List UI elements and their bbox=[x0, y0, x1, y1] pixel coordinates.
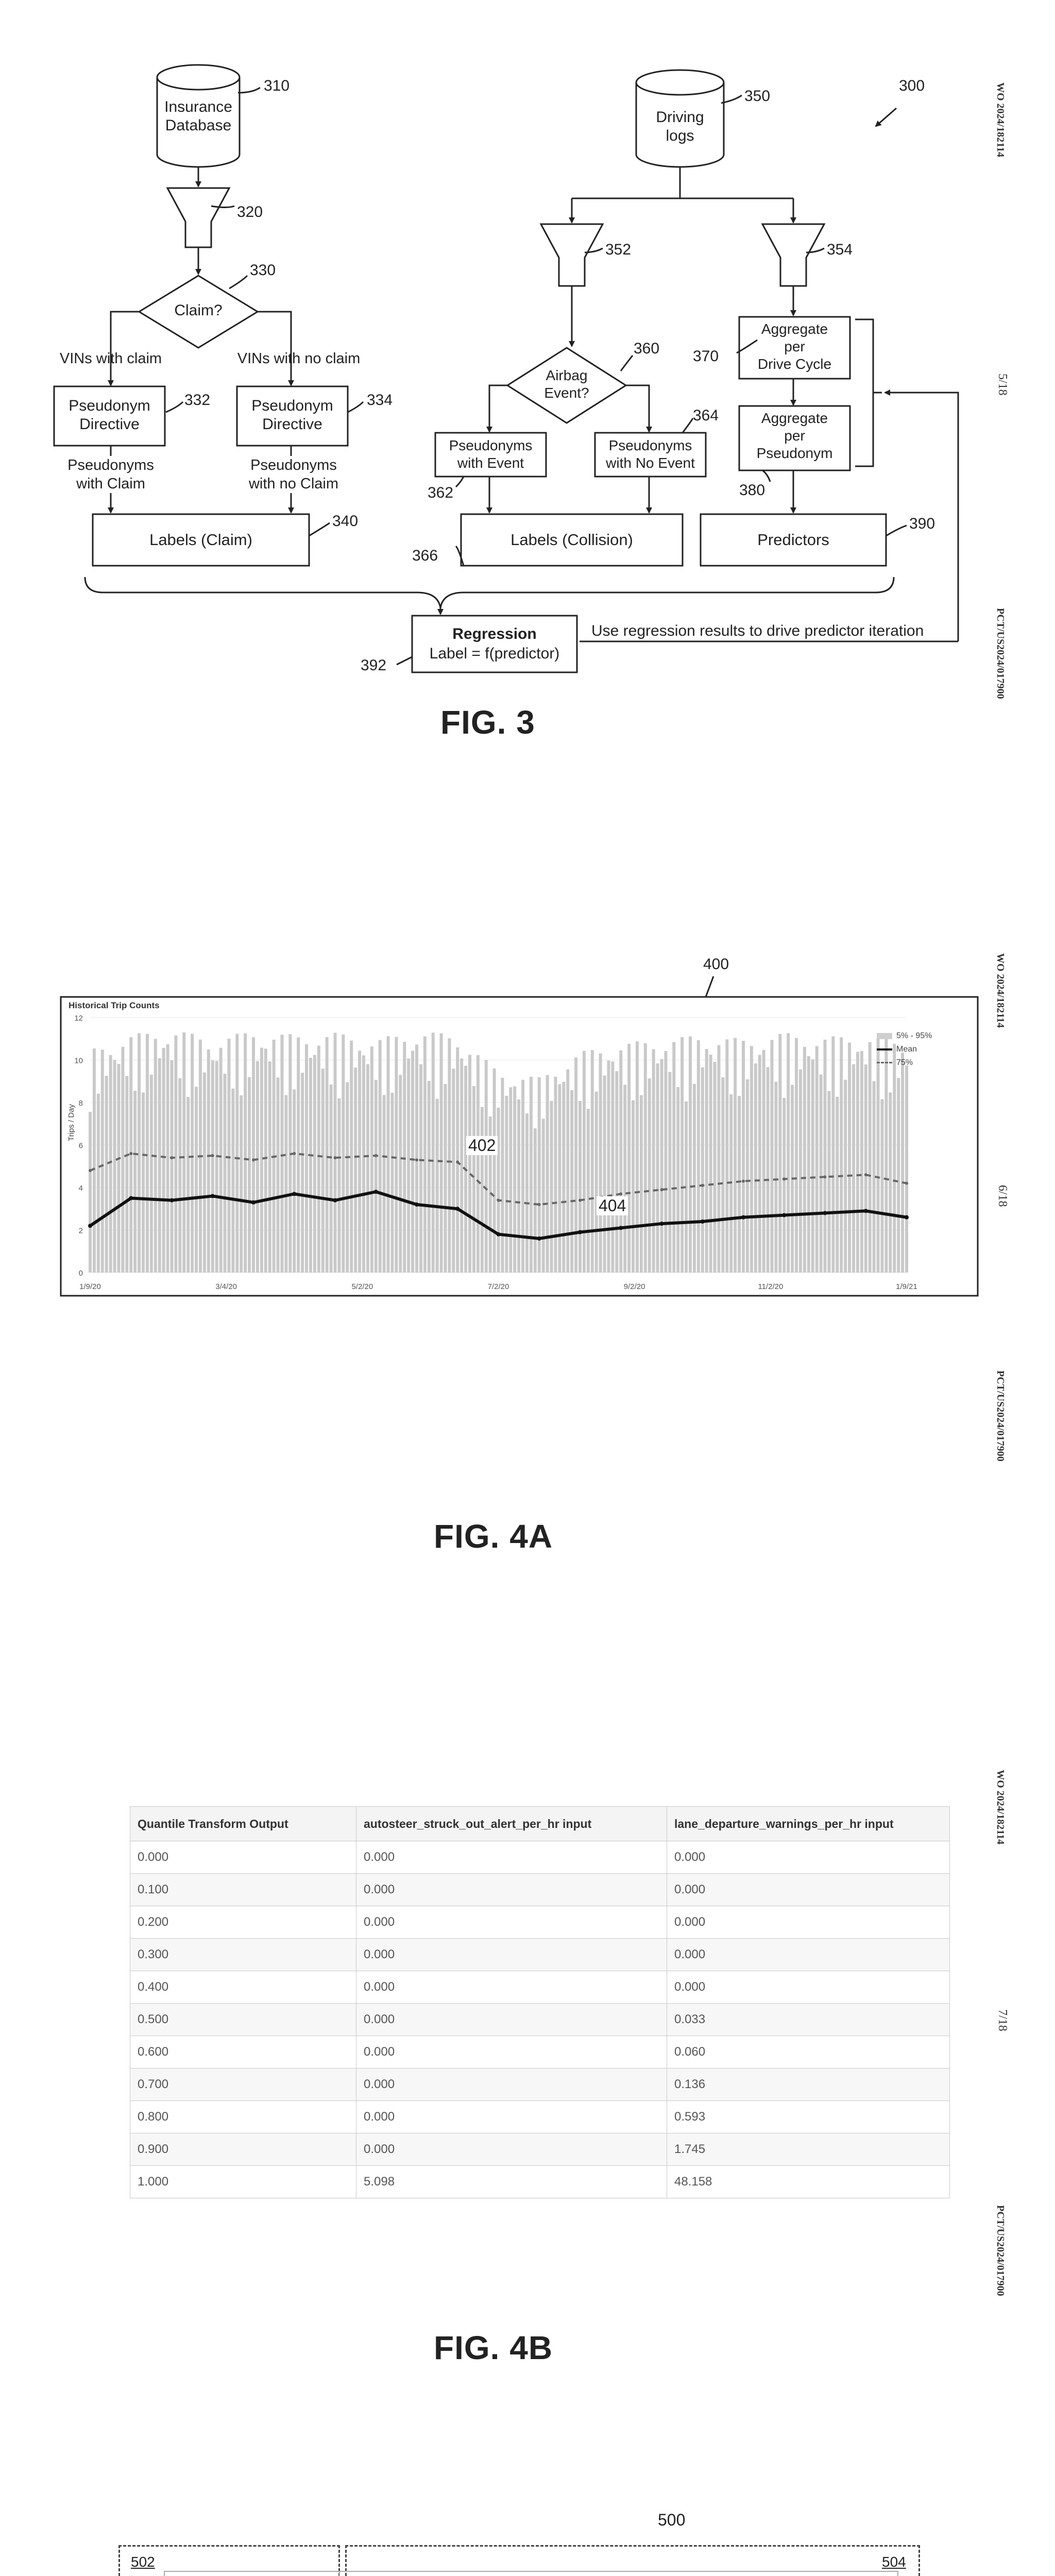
filter-320-icon bbox=[167, 188, 229, 247]
margin-page: 5/18 bbox=[996, 374, 1009, 396]
ref-392: 392 bbox=[361, 657, 387, 674]
table-row bbox=[130, 2166, 950, 2198]
fig4a-chart bbox=[0, 969, 1055, 1309]
ref-362: 362 bbox=[428, 484, 454, 501]
mean-point bbox=[864, 1209, 868, 1213]
agc-line3: Drive Cycle bbox=[757, 356, 832, 372]
margin-pct-number: PCT/US2024/017900 bbox=[995, 1370, 1006, 1462]
fig4a-legend bbox=[877, 1029, 932, 1070]
table-row bbox=[130, 2069, 950, 2101]
p75-point bbox=[293, 1152, 296, 1155]
feature-table bbox=[164, 2571, 898, 2576]
table-cell: 0.000 bbox=[667, 1906, 950, 1939]
table-cell: 0.000 bbox=[667, 1874, 950, 1906]
p75-point bbox=[619, 1192, 622, 1195]
pwc-line1: Pseudonyms bbox=[67, 457, 154, 473]
agc-line1: Aggregate bbox=[761, 321, 828, 337]
fig3-caption: FIG. 3 bbox=[440, 704, 535, 741]
vins-no-claim-label: VINs with no claim bbox=[237, 350, 361, 367]
aggregate-pseudonym-label bbox=[739, 410, 850, 462]
mean-point bbox=[782, 1213, 786, 1217]
p75-point bbox=[538, 1203, 541, 1206]
table-cell: 0.500 bbox=[130, 2004, 356, 2036]
p75-point bbox=[252, 1158, 255, 1161]
aggregate-drive-cycle-label bbox=[739, 320, 850, 373]
table-row bbox=[130, 2004, 950, 2036]
p75-point bbox=[824, 1175, 827, 1178]
table-row bbox=[130, 1906, 950, 1939]
y-tick-label: 8 bbox=[78, 1099, 83, 1108]
x-tick-label: 5/2/20 bbox=[351, 1282, 373, 1291]
table-cell: 0.000 bbox=[356, 1939, 667, 1971]
agc-line2: per bbox=[784, 338, 805, 354]
table-row bbox=[130, 1874, 950, 1906]
table-cell: 0.060 bbox=[667, 2036, 950, 2069]
legend-mean-label: Mean bbox=[896, 1045, 917, 1054]
table-cell: 48.158 bbox=[667, 2166, 950, 2198]
ref-352: 352 bbox=[605, 241, 632, 258]
insurance-db-line1: Insurance bbox=[164, 98, 232, 115]
regression-formula: Label = f(predictor) bbox=[429, 645, 560, 662]
table-row bbox=[130, 1971, 950, 2004]
feature-table-header bbox=[164, 2571, 898, 2576]
table-row bbox=[130, 2101, 950, 2133]
mean-point bbox=[251, 1200, 256, 1205]
x-tick-label: 9/2/20 bbox=[623, 1282, 645, 1291]
mean-point bbox=[578, 1230, 582, 1234]
x-tick-label: 3/4/20 bbox=[215, 1282, 237, 1291]
mean-point bbox=[905, 1215, 909, 1219]
ref-402: 402 bbox=[466, 1136, 498, 1155]
legend-p75-swatch bbox=[877, 1062, 892, 1063]
ft-header-formula bbox=[339, 2571, 898, 2576]
table-cell: 0.000 bbox=[130, 1841, 356, 1874]
table-cell: 0.300 bbox=[130, 1939, 356, 1971]
pseudonym-directive-332-label bbox=[54, 397, 165, 434]
feedback-text: Use regression results to drive predictor iteration bbox=[591, 622, 924, 639]
quantile-table bbox=[130, 1806, 950, 2198]
predictors-label: Predictors bbox=[757, 531, 829, 549]
pwe-line2: with Event bbox=[457, 455, 524, 471]
mean-point bbox=[374, 1190, 378, 1194]
p75-point bbox=[171, 1156, 174, 1159]
table-cell: 0.200 bbox=[130, 1906, 356, 1939]
p75-point bbox=[456, 1161, 459, 1164]
legend-p75-label: 75% bbox=[896, 1058, 913, 1067]
mean-point bbox=[211, 1194, 215, 1198]
ref-502: 502 bbox=[131, 2554, 155, 2570]
driving-logs-line2: logs bbox=[666, 127, 694, 144]
table-cell: 0.593 bbox=[667, 2101, 950, 2133]
agp-line1: Aggregate bbox=[761, 410, 828, 426]
ref-330: 330 bbox=[250, 262, 276, 279]
qt-header: autosteer_struck_out_alert_per_hr input bbox=[356, 1807, 667, 1841]
p75-point bbox=[905, 1182, 908, 1185]
ref-350: 350 bbox=[744, 88, 771, 105]
pseudonyms-no-claim-label bbox=[227, 456, 361, 493]
table-cell: 0.900 bbox=[130, 2133, 356, 2166]
agp-line2: per bbox=[784, 428, 805, 444]
regression-label bbox=[412, 624, 577, 664]
legend-band-swatch bbox=[877, 1033, 892, 1039]
pd334-line1: Pseudonym bbox=[251, 397, 333, 414]
ref-404: 404 bbox=[597, 1196, 628, 1215]
y-tick-label: 0 bbox=[78, 1269, 83, 1278]
table-row bbox=[130, 2036, 950, 2069]
ref-320: 320 bbox=[237, 204, 263, 221]
mean-point bbox=[170, 1198, 174, 1202]
table-cell: 0.000 bbox=[356, 1841, 667, 1874]
legend-band-label: 5% - 95% bbox=[896, 1031, 932, 1040]
ref-332: 332 bbox=[184, 392, 211, 409]
table-cell: 1.000 bbox=[130, 2166, 356, 2198]
table-row bbox=[130, 2133, 950, 2166]
table-cell: 0.700 bbox=[130, 2069, 356, 2101]
filter-354-icon bbox=[762, 224, 824, 286]
ref-500: 500 bbox=[658, 2511, 686, 2529]
labels-claim-label: Labels (Claim) bbox=[149, 531, 252, 549]
table-cell: 0.800 bbox=[130, 2101, 356, 2133]
qt-header: Quantile Transform Output bbox=[130, 1807, 356, 1841]
margin-page: 6/18 bbox=[996, 1185, 1009, 1207]
insurance-database-label bbox=[157, 98, 240, 135]
x-tick-label: 1/9/20 bbox=[79, 1282, 101, 1291]
table-row bbox=[130, 1939, 950, 1971]
p75-point bbox=[89, 1169, 92, 1172]
pnc-line2: with no Claim bbox=[248, 476, 339, 492]
mean-point bbox=[701, 1219, 705, 1224]
mean-point bbox=[619, 1226, 623, 1230]
ref-366: 366 bbox=[412, 547, 438, 564]
p75-point bbox=[129, 1152, 132, 1155]
p75-point bbox=[211, 1154, 214, 1157]
quantile-table-header bbox=[130, 1807, 950, 1841]
p75-point bbox=[375, 1154, 378, 1157]
ref-310: 310 bbox=[264, 77, 290, 94]
ref-370: 370 bbox=[693, 348, 719, 365]
table-cell: 0.000 bbox=[356, 1874, 667, 1906]
mean-point bbox=[741, 1215, 745, 1219]
ref-300: 300 bbox=[899, 77, 925, 94]
table-cell: 0.100 bbox=[130, 1874, 356, 1906]
p75-point bbox=[334, 1156, 337, 1159]
y-tick-label: 4 bbox=[78, 1184, 83, 1193]
margin-pub-number: WO 2024/182114 bbox=[995, 1770, 1006, 1845]
airbag-line2: Event? bbox=[544, 385, 589, 401]
p75-point bbox=[742, 1180, 745, 1183]
pd332-line1: Pseudonym bbox=[69, 397, 150, 414]
y-tick-label: 10 bbox=[74, 1056, 83, 1065]
table-cell: 0.136 bbox=[667, 2069, 950, 2101]
table-cell: 5.098 bbox=[356, 2166, 667, 2198]
table-cell: 0.033 bbox=[667, 2004, 950, 2036]
ref-504: 504 bbox=[882, 2554, 906, 2570]
pseudonyms-with-claim-label bbox=[46, 456, 175, 493]
table-cell: 0.000 bbox=[667, 1971, 950, 2004]
ref-334: 334 bbox=[367, 392, 393, 409]
p75-point bbox=[864, 1173, 867, 1176]
driving-logs-label bbox=[636, 108, 724, 145]
margin-pub-number: WO 2024/182114 bbox=[995, 82, 1006, 158]
p75-point bbox=[497, 1199, 500, 1202]
insurance-db-line2: Database bbox=[165, 117, 232, 134]
mean-point bbox=[333, 1198, 337, 1202]
pd332-line2: Directive bbox=[79, 416, 140, 433]
fig4a-ylabel: Trips / Day bbox=[67, 1104, 76, 1141]
x-tick-label: 7/2/20 bbox=[487, 1282, 509, 1291]
x-tick-label: 1/9/21 bbox=[896, 1282, 917, 1291]
table-cell: 0.600 bbox=[130, 2036, 356, 2069]
ref-340: 340 bbox=[332, 513, 359, 530]
pseudonyms-no-event-label bbox=[595, 437, 706, 472]
mean-point bbox=[415, 1202, 419, 1207]
table-cell: 0.000 bbox=[356, 2133, 667, 2166]
fig4b-caption: FIG. 4B bbox=[434, 2329, 553, 2366]
ref-360: 360 bbox=[634, 340, 660, 357]
ft-header-name bbox=[164, 2571, 339, 2576]
x-tick-label: 11/2/20 bbox=[758, 1282, 784, 1291]
fig4a-caption: FIG. 4A bbox=[434, 1518, 553, 1555]
legend-mean bbox=[877, 1043, 932, 1056]
mean-point bbox=[823, 1211, 827, 1215]
table-row bbox=[130, 1841, 950, 1874]
table-cell: 0.000 bbox=[356, 2036, 667, 2069]
claim-label: Claim? bbox=[174, 302, 223, 319]
p75-point bbox=[415, 1158, 418, 1161]
table-cell: 1.745 bbox=[667, 2133, 950, 2166]
qt-header: lane_departure_warnings_per_hr input bbox=[667, 1807, 950, 1841]
mean-point bbox=[292, 1192, 296, 1196]
legend-mean-swatch bbox=[877, 1048, 892, 1050]
p75-point bbox=[660, 1188, 663, 1191]
pnc-line1: Pseudonyms bbox=[250, 457, 337, 473]
mean-point bbox=[455, 1207, 460, 1211]
mean-point bbox=[537, 1236, 541, 1241]
margin-pct-number: PCT/US2024/017900 bbox=[995, 2205, 1006, 2296]
mean-point bbox=[660, 1222, 664, 1226]
y-tick-label: 2 bbox=[78, 1226, 83, 1235]
table-cell: 0.000 bbox=[667, 1841, 950, 1874]
filter-352-icon bbox=[541, 224, 603, 286]
margin-page: 7/18 bbox=[996, 2009, 1009, 2031]
pseudonym-directive-334-label bbox=[237, 397, 348, 434]
p75-point bbox=[782, 1178, 786, 1181]
airbag-line1: Airbag bbox=[546, 367, 588, 383]
pd334-line2: Directive bbox=[262, 416, 322, 433]
ref-354: 354 bbox=[827, 241, 853, 258]
mean-point bbox=[88, 1224, 92, 1228]
p75-point bbox=[701, 1184, 704, 1187]
pne-line2: with No Event bbox=[606, 455, 695, 471]
legend-band bbox=[877, 1029, 932, 1043]
table-cell: 0.000 bbox=[356, 2069, 667, 2101]
ref-380: 380 bbox=[739, 482, 765, 499]
pwc-line2: with Claim bbox=[76, 476, 145, 492]
pseudonyms-with-event-label bbox=[435, 437, 546, 472]
labels-collision-label: Labels (Collision) bbox=[511, 531, 633, 549]
ref-390: 390 bbox=[909, 515, 935, 532]
fig4a-chart-title: Historical Trip Counts bbox=[69, 1001, 160, 1010]
ref-364: 364 bbox=[693, 407, 719, 424]
mean-point bbox=[129, 1196, 133, 1200]
y-tick-label: 6 bbox=[78, 1141, 83, 1150]
table-cell: 0.000 bbox=[356, 2101, 667, 2133]
mean-point bbox=[497, 1232, 501, 1236]
table-cell: 0.000 bbox=[356, 1971, 667, 2004]
driving-logs-line1: Driving bbox=[656, 109, 704, 126]
table-cell: 0.000 bbox=[356, 2004, 667, 2036]
pne-line1: Pseudonyms bbox=[608, 437, 692, 453]
regression-title: Regression bbox=[452, 625, 537, 642]
airbag-label bbox=[531, 367, 603, 402]
agp-line3: Pseudonym bbox=[756, 445, 833, 461]
pwe-line1: Pseudonyms bbox=[449, 437, 533, 453]
vins-with-claim-label: VINs with claim bbox=[59, 350, 162, 367]
table-cell: 0.400 bbox=[130, 1971, 356, 2004]
p75-point bbox=[578, 1199, 582, 1202]
ref-400: 400 bbox=[703, 956, 729, 973]
margin-pct-number: PCT/US2024/017900 bbox=[995, 608, 1006, 699]
legend-p75 bbox=[877, 1056, 932, 1070]
table-cell: 0.000 bbox=[667, 1939, 950, 1971]
margin-pub-number: WO 2024/182114 bbox=[995, 953, 1006, 1028]
table-cell: 0.000 bbox=[356, 1906, 667, 1939]
y-tick-label: 12 bbox=[74, 1014, 83, 1023]
grouping-brace bbox=[85, 577, 894, 608]
